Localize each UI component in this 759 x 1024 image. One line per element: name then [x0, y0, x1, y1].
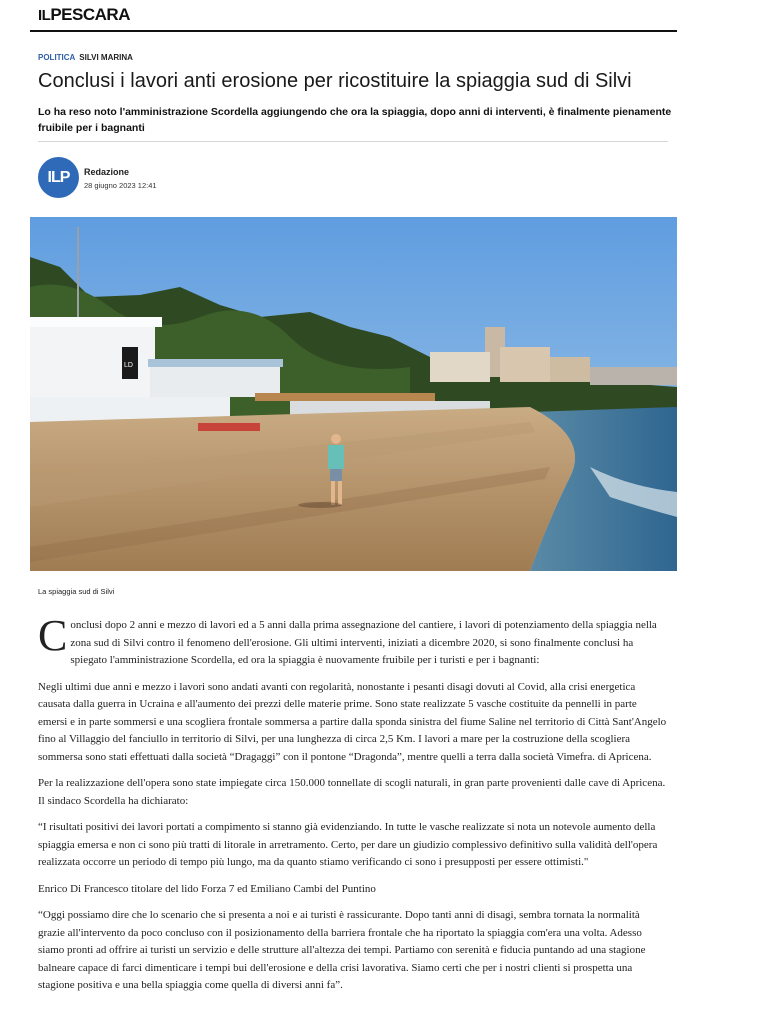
- photo-caption: La spiaggia sud di Silvi: [38, 587, 115, 596]
- drop-cap: C: [38, 611, 68, 660]
- quote-paragraph: “Oggi possiamo dire che lo scenario che si presenta a noi e ai turisti è rassicurante. Dopo tanti anni di disagi, sembra tornata la normalità grazie all'intervento da poco concluso con il posizionamento della barriera frontale che ha riportato la spiaggia com'era una volta. Adesso siamo pronti ad offrire ai turisti un servizio e delle strutture all'altezza dei tempi. Partiamo con serenità e fiducia puntando ad una stagione balneare capace di farci dimenticare i tempi bui dell'erosione e della crisi lavorativa. Siamo certi che per i nostri clienti si prospetta una stagione positiva e una bella spiaggia come quella di diversi anni fa”.: [38, 909, 646, 991]
- building-sign: LD: [124, 362, 133, 369]
- site-logo[interactable]: [38, 5, 130, 25]
- paragraph: Negli ultimi due anni e mezzo i lavori sono andati avanti con regolarità, nonostante i pesanti disagi dovuti al Covid, alla crisi energetica causata dalla guerra in Ucraina e all'aumento dei prezzi delle materie prime. Sono state realizzate 5 vasche costituite da pennelli in parte emersi e in parte sommersi e una scogliera frontale sommersa a partire dalla sponda sinistra del fiume Saline nel territorio di Città Sant'Angelo fino al Villaggio del fanciullo in territorio di Silvi, per una lunghezza di circa 2,5 Km. I lavori a mare per la costruzione della scogliera sommersa sono stati effettuati dalla società “Dragaggi” con il pontone “Dragonda”, mentre quelli a terra dalla società Vimefra. di Apricena.: [38, 680, 667, 763]
- article-kicker: [38, 53, 133, 62]
- article-body: [38, 611, 668, 1004]
- divider: [38, 141, 668, 142]
- quote-paragraph: “I risultati positivi dei lavori portati a compimento si stanno già evidenziando. In tutte le vasche realizzate si nota un notevole aumento della spiaggia emersa e non ci sono più tratti di litorale in arretramento. Certo, per dare un giudizio complessivo definitivo sulla validità dell'opera realizzata occorre un periodo di tempo più lungo, ma da quanto stiamo verificando ci sono i presupposti per essere ottimisti.": [38, 821, 658, 868]
- author-name[interactable]: Redazione: [84, 167, 130, 177]
- paragraph: [38, 611, 668, 670]
- publish-date: 28 giugno 2023 12:41: [84, 181, 157, 190]
- author-avatar[interactable]: ILP: [38, 157, 79, 198]
- header-rule: [30, 30, 677, 32]
- article-subtitle: Lo ha reso noto l'amministrazione Scordella aggiungendo che ora la spiaggia, dopo anni di interventi, è finalmente pienamente fruibile per i bagnanti: [38, 106, 672, 134]
- paragraph-text: onclusi dopo 2 anni e mezzo di lavori ed a 5 anni dalla prima assegnazione del cantiere, i lavori di potenziamento della spiaggia nella zona sud di Silvi contro il fenomeno dell'erosione. Gli ultimi interventi, iniziati a dicembre 2020, si sono finalmente conclusi ha spiegato l'amministrazione Scordella, ed ora la spiaggia è nuovamente fruibile per i turisti e per i bagnanti:: [70, 619, 657, 666]
- category-link[interactable]: POLITICA: [38, 53, 76, 62]
- subcategory-link[interactable]: SILVI MARINA: [79, 53, 133, 62]
- paragraph: Per la realizzazione dell'opera sono state impiegate circa 150.000 tonnellate di scogli naturali, in gran parte provenienti dalle cave di Apricena. Il sindaco Scordella ha dichiarato:: [38, 777, 666, 807]
- logo-il: IL: [38, 7, 51, 24]
- article-title: Conclusi i lavori anti erosione per ricostituire la spiaggia sud di Silvi: [38, 70, 632, 92]
- logo-name: PESCARA: [50, 5, 130, 24]
- article-photo: [30, 217, 677, 571]
- paragraph: Enrico Di Francesco titolare del lido Forza 7 ed Emiliano Cambi del Puntino: [38, 882, 376, 895]
